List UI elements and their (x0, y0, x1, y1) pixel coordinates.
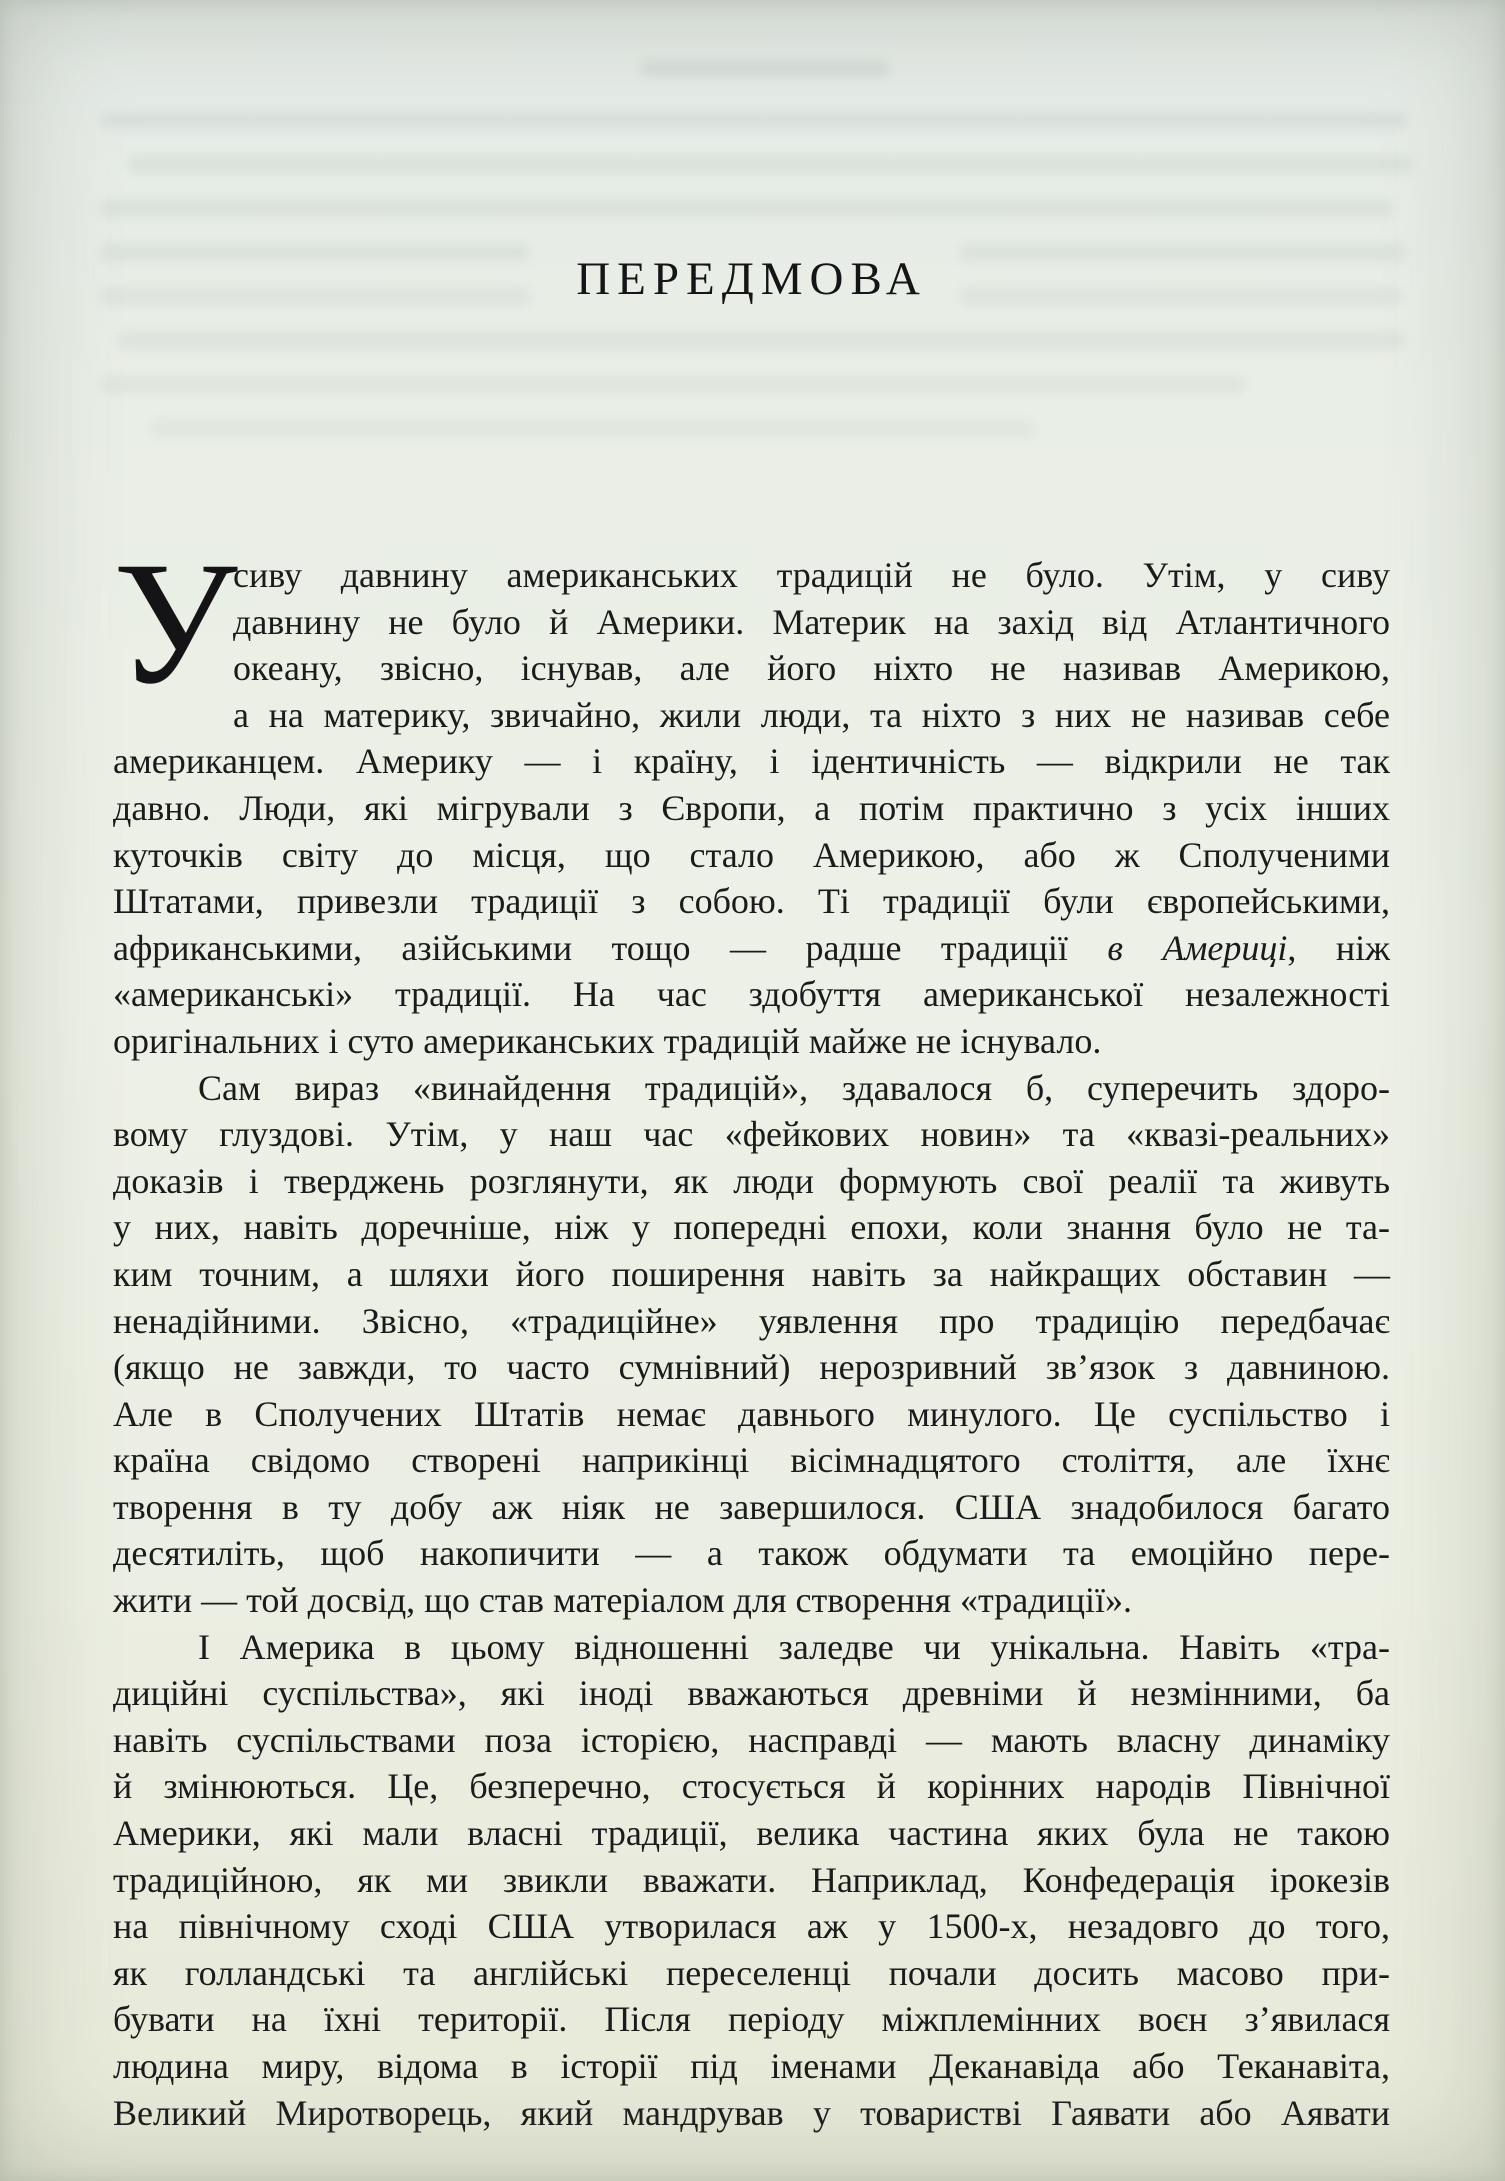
text-line: навіть суспільствами поза історією, насправді — мають власну динаміку (113, 1719, 1390, 1760)
text-line: «американські» традиції. На час здобуття американської незалежності (113, 974, 1390, 1015)
text-line: доказів і тверджень розглянути, як люди формують свої реалії та живуть (113, 1160, 1390, 1201)
text-segment: африканськими, азійськими тощо — радше традиції (113, 927, 1108, 968)
text-line: жити — той досвід, що став матеріалом для створення «традиції». (113, 1580, 1133, 1621)
text-line: куточків світу до місця, що стало Америкою, або ж Сполученими (113, 834, 1390, 875)
text-line: диційні суспільства», які іноді вважаються древніми й незмінними, ба (113, 1673, 1390, 1714)
text-line: й змінюються. Це, безперечно, стосується й корінних народів Північної (113, 1766, 1390, 1807)
text-line: оригінальних і суто американських традицій майже не існувало. (113, 1020, 1102, 1061)
text-line: десятиліть, щоб накопичити — а також обдумати та емоційно пере- (113, 1533, 1390, 1574)
text-line: традиційною, як ми звикли вважати. Наприклад, Конфедерація ірокезів (113, 1859, 1390, 1900)
text-line: Великий Миротворець, який мандрував у товаристві Гаявати або Аявати (113, 2092, 1390, 2133)
page-title: ПЕРЕДМОВА (576, 253, 927, 305)
bleed-through-band (100, 112, 1407, 129)
text-line: Сам вираз «винайдення традицій», здавалося б, суперечить здоро- (198, 1067, 1390, 1108)
page-body-text (113, 526, 1390, 2136)
text-line: Америки, які мали власні традиції, велика частина яких була не такою (113, 1813, 1390, 1854)
text-line (113, 925, 1390, 972)
text-line: ким точним, а шляхи його поширення навіть за найкращих обставин — (113, 1253, 1390, 1294)
paragraph (113, 1065, 1390, 1624)
text-line: Штатами, привезли традиції з собою. Ті традиції були європейськими, (113, 881, 1390, 922)
text-line: американцем. Америку — і країну, і ідентичність — відкрили не так (113, 741, 1390, 782)
text-line: сиву давнину американських традицій не було. Утім, у сиву (233, 555, 1390, 595)
text-line: вому глуздові. Утім, у наш час «фейкових новин» та «квазі-реальних» (113, 1114, 1390, 1155)
paragraph (113, 1624, 1390, 2137)
drop-cap: У (113, 526, 238, 721)
paragraph (113, 526, 1390, 1065)
bleed-through-band (100, 376, 1245, 393)
bleed-through-band (100, 200, 1393, 217)
bleed-through-band (118, 332, 1405, 349)
text-segment: , ніж (1287, 927, 1390, 968)
bleed-through-band (150, 420, 1035, 437)
text-line: (якщо не завжди, то часто сумнівний) нерозривний зв’язок з давниною. (113, 1347, 1390, 1388)
text-line: Але в Сполучених Штатів немає давнього минулого. Це суспільство і (113, 1393, 1390, 1434)
text-line: давнину не було й Америки. Материк на захід від Атлантичного (233, 601, 1390, 642)
text-line: на північному сході США утворилася аж у 1500-х, незадовго до того, (113, 1906, 1390, 1947)
text-line: бувати на їхні території. Після періоду міжплемінних воєн з’явилася (113, 1999, 1390, 2040)
text-line: ненадійними. Звісно, «традиційне» уявлення про традицію передбачає (113, 1300, 1390, 1341)
text-line: І Америка в цьому відношенні заледве чи унікальна. Навіть «тра- (198, 1626, 1390, 1667)
text-line: країна свідомо створені наприкінці вісімнадцятого століття, але їхнє (113, 1440, 1390, 1481)
text-line: а на материку, звичайно, жили люди, та ніхто з них не називав себе (233, 694, 1390, 735)
text-line: океану, звісно, існував, але його ніхто не називав Америкою, (233, 648, 1390, 689)
text-line: як голландські та англійські переселенці почали досить масово при- (113, 1952, 1390, 1993)
text-line: людина миру, відома в історії під іменами Деканавіда або Теканавіта, (113, 2046, 1390, 2086)
text-line: давно. Люди, які мігрували з Європи, а потім практично з усіх інших (113, 787, 1390, 828)
text-line: у них, навіть доречніше, ніж у попередні епохи, коли знання було не та- (113, 1207, 1390, 1248)
bleed-through-band (128, 156, 1413, 173)
bleed-through-band (640, 60, 890, 77)
text-line: творення в ту добу аж ніяк не завершилося. США знадобилося багато (113, 1486, 1390, 1527)
italic-text: в Америці (1107, 927, 1288, 968)
